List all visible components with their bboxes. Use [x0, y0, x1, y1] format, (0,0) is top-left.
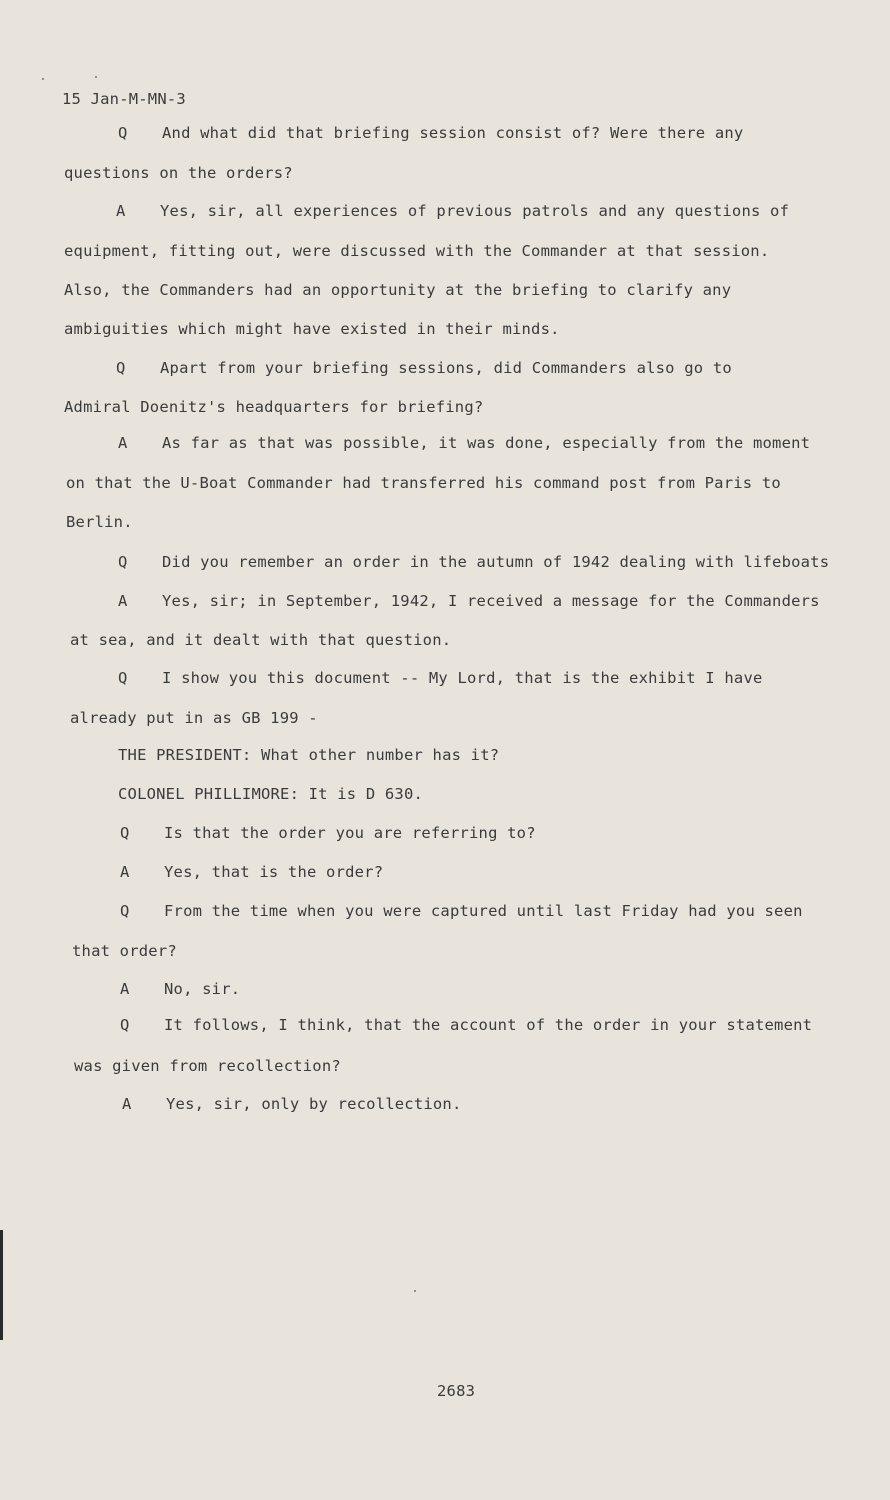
line-text: Apart from your briefing sessions, did Commanders also go to — [160, 359, 732, 377]
transcript-line — [120, 980, 240, 998]
line-text: And what did that briefing session consist of? Were there any — [162, 124, 744, 142]
line-text: questions on the orders? — [64, 164, 293, 182]
line-text: COLONEL PHILLIMORE: It is D 630. — [118, 785, 424, 803]
transcript-line — [64, 320, 560, 338]
speaker-label: Q — [118, 669, 128, 687]
transcript-line — [118, 785, 423, 803]
transcript-line — [122, 1095, 462, 1113]
line-text: THE PRESIDENT: What other number has it? — [118, 746, 500, 764]
speaker-label: Q — [120, 824, 130, 842]
line-text: I show you this document -- My Lord, that is the exhibit I have — [162, 669, 763, 687]
line-text: Admiral Doenitz's headquarters for briefing? — [64, 398, 484, 416]
line-text: equipment, fitting out, were discussed with the Commander at that session. — [64, 242, 770, 260]
speaker-label: Q — [118, 124, 128, 142]
speaker-label: Q — [116, 359, 126, 377]
transcript-line — [116, 359, 732, 377]
transcript-line — [118, 592, 820, 610]
speaker-label: A — [122, 1095, 132, 1113]
line-text: No, sir. — [164, 980, 241, 998]
transcript-line — [72, 942, 177, 960]
line-text: Did you remember an order in the autumn of 1942 dealing with lifeboats — [162, 553, 830, 571]
line-text: Is that the order you are referring to? — [164, 824, 536, 842]
line-text: It follows, I think, that the account of the order in your statement — [164, 1016, 813, 1034]
line-text: ambiguities which might have existed in their minds. — [64, 320, 560, 338]
speaker-label: A — [120, 863, 130, 881]
transcript-line — [120, 824, 536, 842]
transcript-line — [64, 281, 731, 299]
transcript-line — [66, 474, 781, 492]
ink-speck — [95, 76, 97, 78]
line-text: at sea, and it dealt with that question. — [70, 631, 452, 649]
line-text: Yes, sir; in September, 1942, I received a message for the Commanders — [162, 592, 820, 610]
speaker-label: A — [120, 980, 130, 998]
transcript-line — [118, 746, 499, 764]
line-text: Yes, sir, all experiences of previous patrols and any questions of — [160, 202, 790, 220]
transcript-line — [118, 553, 829, 571]
line-text: Also, the Commanders had an opportunity at the briefing to clarify any — [64, 281, 732, 299]
transcript-line — [120, 863, 383, 881]
speaker-label: A — [116, 202, 126, 220]
page-number: 2683 — [437, 1382, 476, 1400]
document-reference: 15 Jan-M-MN-3 — [62, 90, 186, 108]
transcript-line — [118, 124, 743, 142]
transcript-line — [118, 669, 763, 687]
line-text: already put in as GB 199 - — [70, 709, 318, 727]
transcript-line — [64, 164, 293, 182]
speaker-label: A — [118, 592, 128, 610]
line-text: From the time when you were captured until last Friday had you seen — [164, 902, 803, 920]
page-edge-mark — [0, 1230, 3, 1340]
speaker-label: Q — [118, 553, 128, 571]
line-text: Yes, sir, only by recollection. — [166, 1095, 462, 1113]
line-text: that order? — [72, 942, 177, 960]
speaker-label: Q — [120, 902, 130, 920]
line-text: was given from recollection? — [74, 1057, 341, 1075]
transcript-line — [70, 709, 318, 727]
transcript-line — [120, 902, 803, 920]
line-text: Berlin. — [66, 513, 133, 531]
transcript-line — [120, 1016, 812, 1034]
line-text: Yes, that is the order? — [164, 863, 384, 881]
ink-speck — [414, 1290, 416, 1292]
transcript-line — [118, 434, 810, 452]
transcript-line — [64, 398, 483, 416]
transcript-line — [70, 631, 451, 649]
ink-speck — [42, 78, 44, 80]
speaker-label: A — [118, 434, 128, 452]
transcript-line — [74, 1057, 341, 1075]
speaker-label: Q — [120, 1016, 130, 1034]
transcript-line — [66, 513, 133, 531]
transcript-line — [64, 242, 769, 260]
line-text: As far as that was possible, it was done, especially from the moment — [162, 434, 811, 452]
line-text: on that the U-Boat Commander had transferred his command post from Paris to — [66, 474, 781, 492]
transcript-line — [116, 202, 789, 220]
